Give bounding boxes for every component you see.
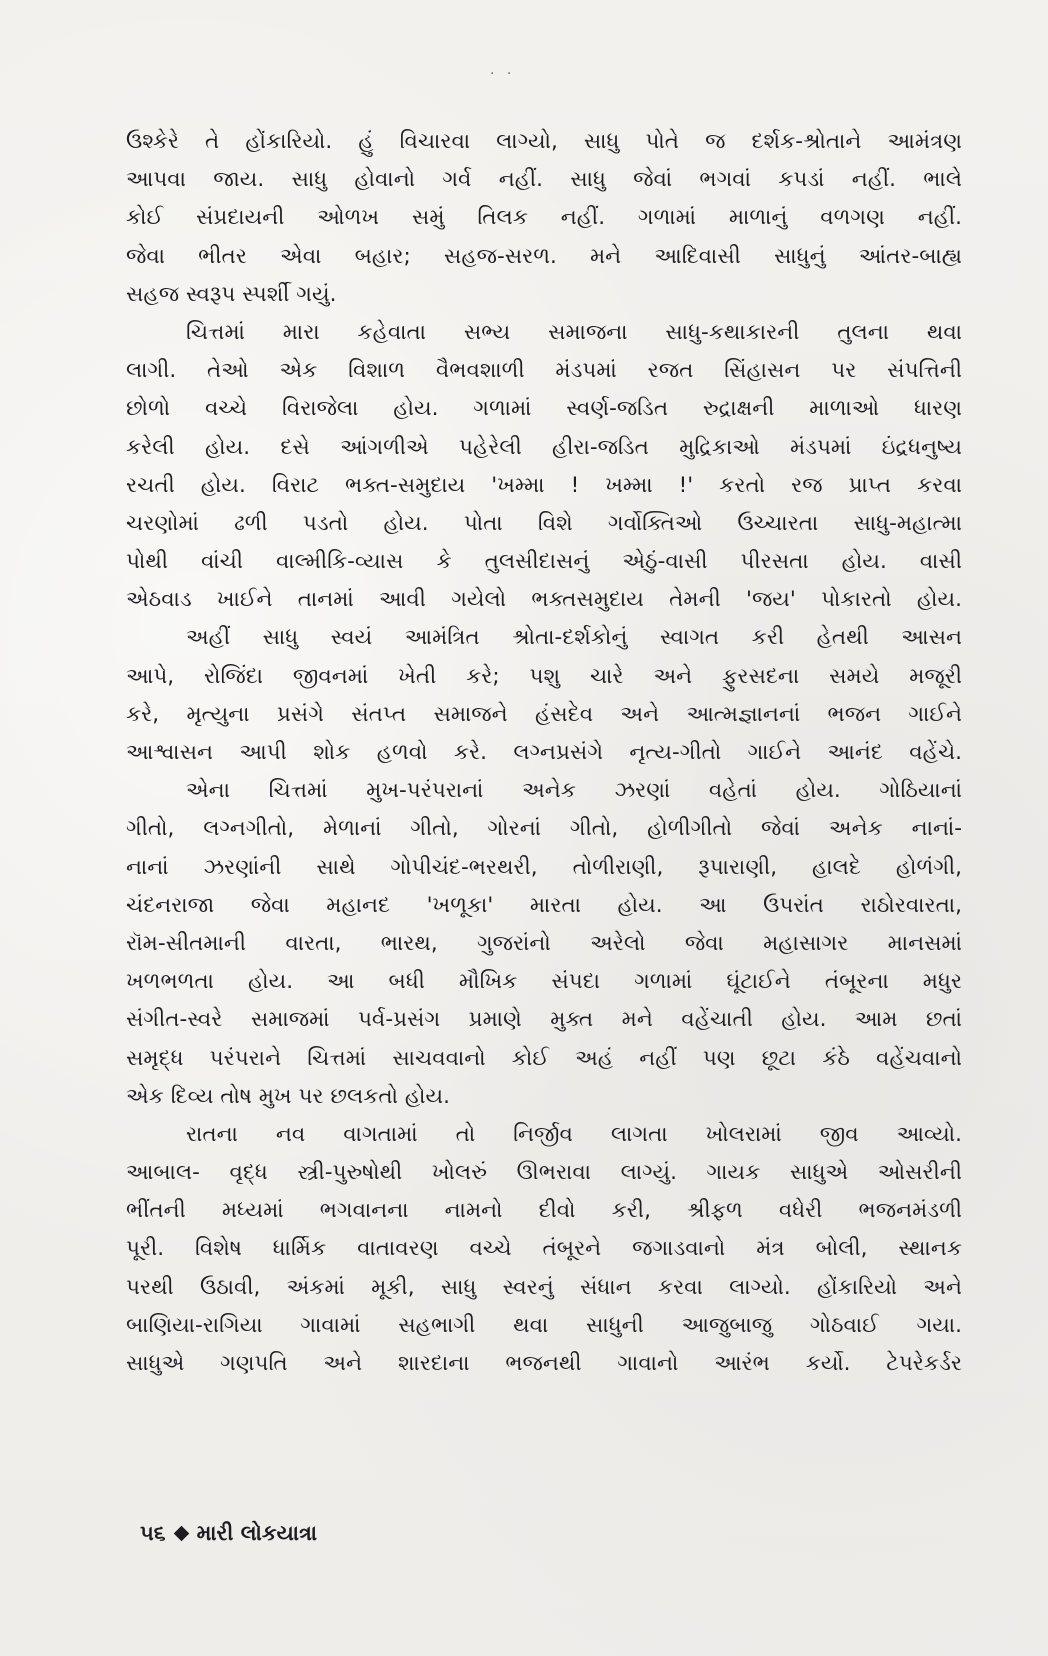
text-line: એક દિવ્ય તોષ મુખ પર છલકતો હોય.	[126, 1083, 450, 1109]
text-line: આબાલ- વૃદ્ધ સ્ત્રી-પુરુષોથી ખોલરું ઊભરાવા લાગ્યું. ગાયક સાધુએ ઓસરીની	[126, 1160, 962, 1186]
text-line: સાધુએ ગણપતિ અને શારદાના ભજનથી ગાવાનો આરંભ કર્યો. ટેપરેકર્ડર	[126, 1351, 962, 1376]
text-line: ગીતો, લગ્નગીતો, મેળાનાં ગીતો, ગોરનાં ગીતો, હોળીગીતો જેવાં અનેક નાનાં-	[126, 816, 962, 842]
text-line: આશ્વાસન આપી શોક હળવો કરે. લગ્નપ્રસંગે નૃત્ય-ગીતો ગાઈને આનંદ વહેંચે.	[126, 740, 962, 765]
text-line: પરથી ઉઠાવી, અંકમાં મૂકી, સાધુ સ્વરનું સંધાન કરવા લાગ્યો. હોંકારિયો અને	[126, 1274, 962, 1300]
text-line: કરે, મૃત્યુના પ્રસંગે સંતપ્ત સમાજને હંસદેવ અને આત્મજ્ઞાનનાં ભજન ગાઈને	[126, 701, 962, 727]
text-line: રૉમ-સીતમાની વારતા, ભારથ, ગુજરાંનો અરેલો જેવા મહાસાગર માનસમાં	[126, 930, 962, 956]
text-line: સમૃદ્ધ પરંપરાને ચિત્તમાં સાચવવાનો કોઈ અહં નહીં પણ છૂટા કંઠે વહેંચવાનો	[126, 1045, 962, 1071]
text-line: પૂરી. વિશેષ ધાર્મિક વાતાવરણ વચ્ચે તંબૂરને જગાડવાનો મંત્ર બોલી, સ્થાનક	[126, 1236, 962, 1262]
text-line: એઠવાડ ખાઈને તાનમાં આવી ગયેલો ભક્તસમુદાય તેમની 'જય' પોકારતો હોય.	[126, 587, 962, 613]
text-line: કરેલી હોય. દસે આંગળીએ પહેરેલી હીરા-જડિત મુદ્રિકાઓ મંડપમાં ઇંદ્રધનુષ્ય	[126, 434, 962, 460]
diamond-bullet-icon	[173, 1525, 189, 1541]
page-footer	[140, 1517, 317, 1549]
text-line: ચરણોમાં ઢળી પડતો હોય. પોતા વિશે ગર્વોક્તિઓ ઉચ્ચારતા સાધુ-મહાત્મા	[126, 510, 962, 536]
text-line: ભીંતની મધ્યમાં ભગવાનના નામનો દીવો કરી, શ્રીફળ વધેરી ભજનમંડળી	[126, 1198, 962, 1224]
text-line: સહજ સ્વરૂપ સ્પર્શી ગયું.	[126, 281, 337, 307]
text-line: બાણિયા-રાગિયા ગાવામાં સહભાગી થવા સાધુની આજુબાજુ ગોઠવાઈ ગયા.	[126, 1312, 962, 1338]
text-line: છોળો વચ્ચે વિરાજેલા હોય. ગળામાં સ્વર્ણ-જડિત રુદ્રાક્ષની માળાઓ ધારણ	[126, 396, 962, 422]
text-line: રચતી હોય. વિરાટ ભક્ત-સમુદાય 'ખમ્મા ! ખમ્મા !' કરતો રજ પ્રાપ્ત કરવા	[126, 472, 962, 498]
text-line: ચિત્તમાં મારા કહેવાતા સભ્ય સમાજના સાધુ-કથાકારની તુલના થવા	[186, 319, 962, 345]
text-line: લાગી. તેઓ એક વિશાળ વૈભવશાળી મંડપમાં રજત સિંહાસન પર સંપત્તિની	[126, 358, 962, 384]
text-line: કોઈ સંપ્રદાયની ઓળખ સમું તિલક નહીં. ગળામાં માળાનું વળગણ નહીં.	[126, 205, 962, 231]
text-line: રાતના નવ વાગતામાં તો નિર્જીવ લાગતા ખોલરામાં જીવ આવ્યો.	[186, 1121, 962, 1147]
text-line: એના ચિત્તમાં મુખ-પરંપરાનાં અનેક ઝરણાં વહેતાં હોય. ગોઠિયાનાં	[186, 778, 962, 804]
page-speck-mark: · ·	[490, 66, 516, 82]
text-line: ઉશ્કેરે તે હોંકારિયો. હું વિચારવા લાગ્યો, સાધુ પોતે જ દર્શક-શ્રોતાને આમંત્રણ	[126, 129, 962, 154]
text-line: અહીં સાધુ સ્વયં આમંત્રિત શ્રોતા-દર્શકોનું સ્વાગત કરી હેતથી આસન	[186, 625, 962, 651]
text-line: નાનાં ઝરણાંની સાથે ગોપીચંદ-ભરથરી, તોળીરાણી, રૂપારાણી, હાલદે હોળંગી,	[126, 854, 962, 880]
text-line: આપવા જાય. સાધુ હોવાનો ગર્વ નહીં. સાધુ જેવાં ભગવાં કપડાં નહીં. ભાલે	[126, 167, 962, 193]
text-line: ચંદનરાજા જેવા મહાનદ 'ખળૂકા' મારતા હોય. આ ઉપરાંત રાઠોરવારતા,	[126, 892, 962, 918]
page-number: ૫૬	[140, 1521, 166, 1545]
text-line: આપે, રોજિંદા જીવનમાં ખેતી કરે; પશુ ચારે અને ફુરસદના સમયે મજૂરી	[126, 663, 962, 689]
book-title: મારી લોકયાત્રા	[196, 1521, 318, 1545]
text-line: પોથી વાંચી વાલ્મીકિ-વ્યાસ કે તુલસીદાસનું એઠું-વાસી પીરસતા હોય. વાસી	[126, 549, 962, 575]
body-text	[126, 123, 962, 1383]
text-line: સંગીત-સ્વરે સમાજમાં પર્વ-પ્રસંગ પ્રમાણે મુક્ત મને વહેંચાતી હોય. આમ છતાં	[126, 1007, 962, 1033]
text-line: જેવા ભીતર એવા બહાર; સહજ-સરળ. મને આદિવાસી સાધુનું આંતર-બાહ્ય	[126, 243, 962, 269]
text-line: ખળભળતા હોય. આ બધી મૌખિક સંપદા ગળામાં ઘૂંટાઈને તંબૂરના મધુર	[126, 969, 962, 995]
